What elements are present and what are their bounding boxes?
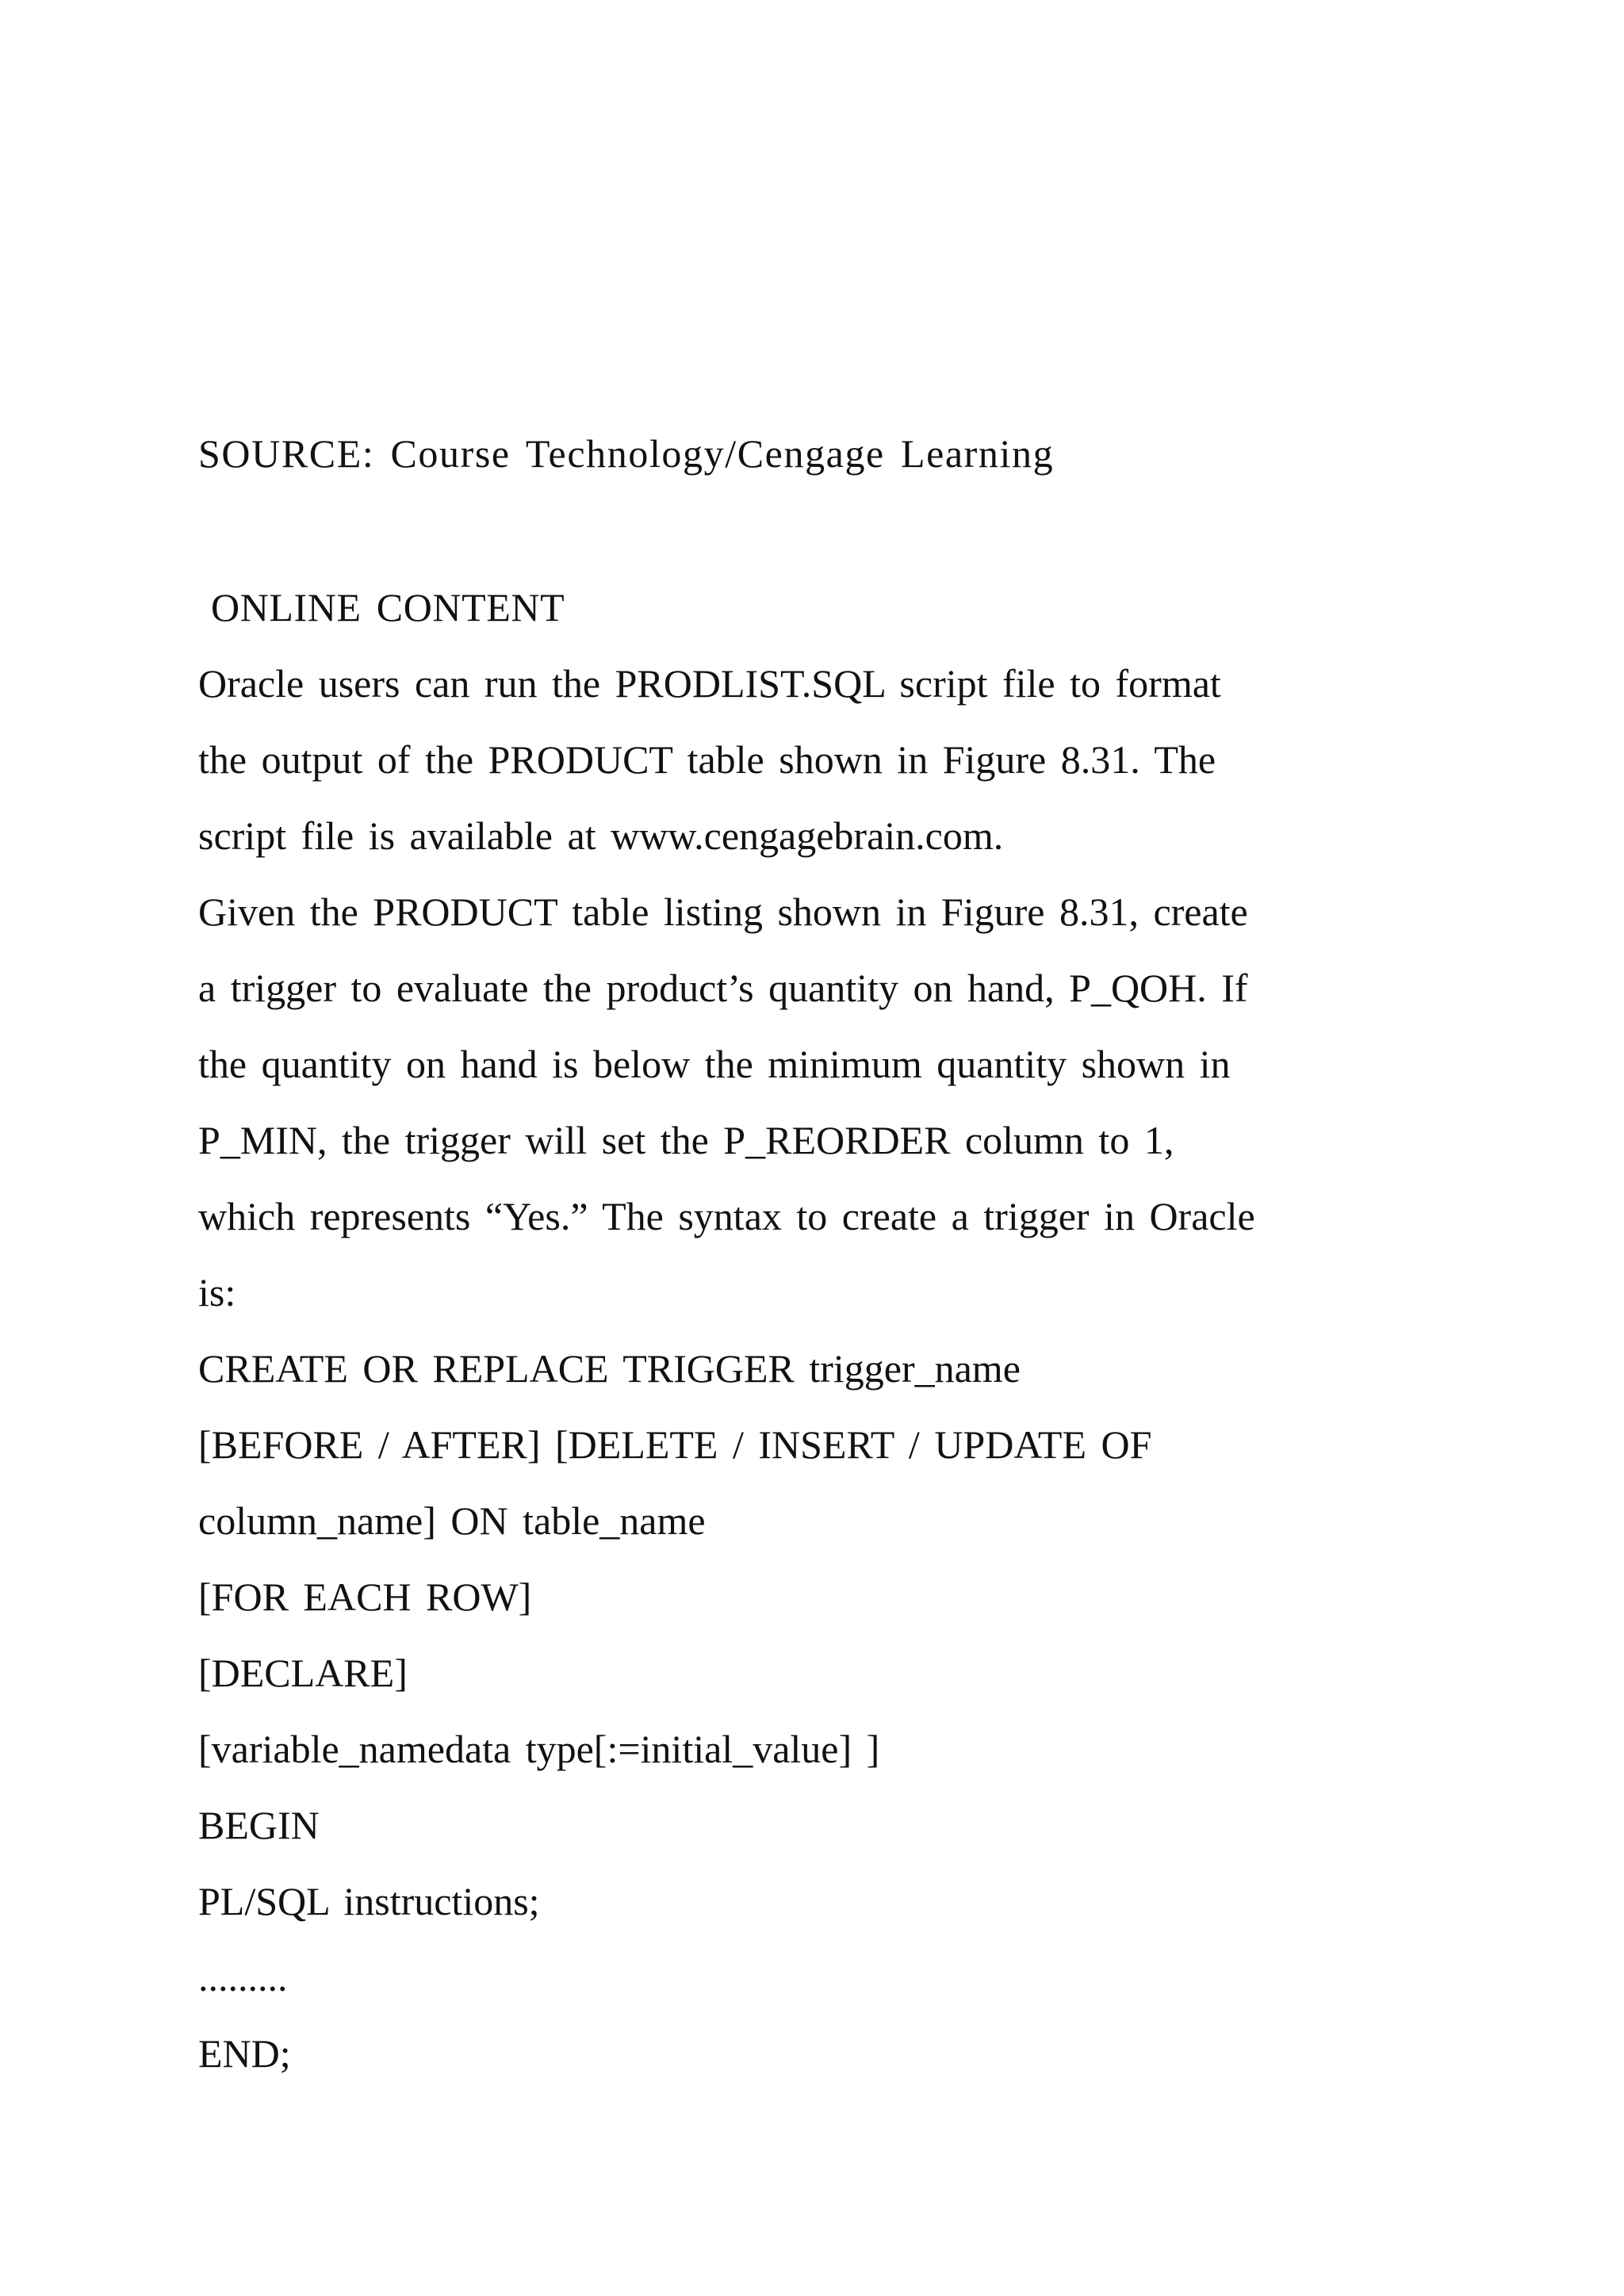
syntax-line: [variable_namedata type[:=initial_value] ] xyxy=(198,1727,880,1771)
syntax-line: BEGIN xyxy=(198,1803,320,1847)
body-text-line: the quantity on hand is below the minimum quantity shown in xyxy=(198,1042,1231,1086)
online-content-heading: ONLINE CONTENT xyxy=(211,585,565,629)
body-text-line: P_MIN, the trigger will set the P_REORDER column to 1, xyxy=(198,1118,1174,1162)
online-content-line: script file is available at www.cengagebrain.com. xyxy=(198,813,1004,858)
syntax-line: [BEFORE / AFTER] [DELETE / INSERT / UPDATE OF xyxy=(198,1422,1152,1467)
syntax-line: END; xyxy=(198,2031,291,2076)
body-text-line: a trigger to evaluate the product’s quantity on hand, P_QOH. If xyxy=(198,966,1248,1010)
syntax-line: PL/SQL instructions; xyxy=(198,1879,540,1923)
syntax-line: [DECLARE] xyxy=(198,1651,408,1695)
body-text-line: is: xyxy=(198,1270,236,1314)
body-text-line: Given the PRODUCT table listing shown in Figure 8.31, create xyxy=(198,890,1248,934)
syntax-line: [FOR EACH ROW] xyxy=(198,1575,532,1619)
syntax-line: CREATE OR REPLACE TRIGGER trigger_name xyxy=(198,1346,1021,1391)
source-credit: SOURCE: Course Technology/Cengage Learning xyxy=(198,431,1055,476)
body-text-line: which represents “Yes.” The syntax to create a trigger in Oracle xyxy=(198,1194,1255,1238)
online-content-line: Oracle users can run the PRODLIST.SQL script file to format xyxy=(198,661,1221,706)
syntax-line: column_name] ON table_name xyxy=(198,1498,706,1543)
online-content-line: the output of the PRODUCT table shown in Figure 8.31. The xyxy=(198,737,1216,782)
syntax-line: ......... xyxy=(198,1955,288,1999)
